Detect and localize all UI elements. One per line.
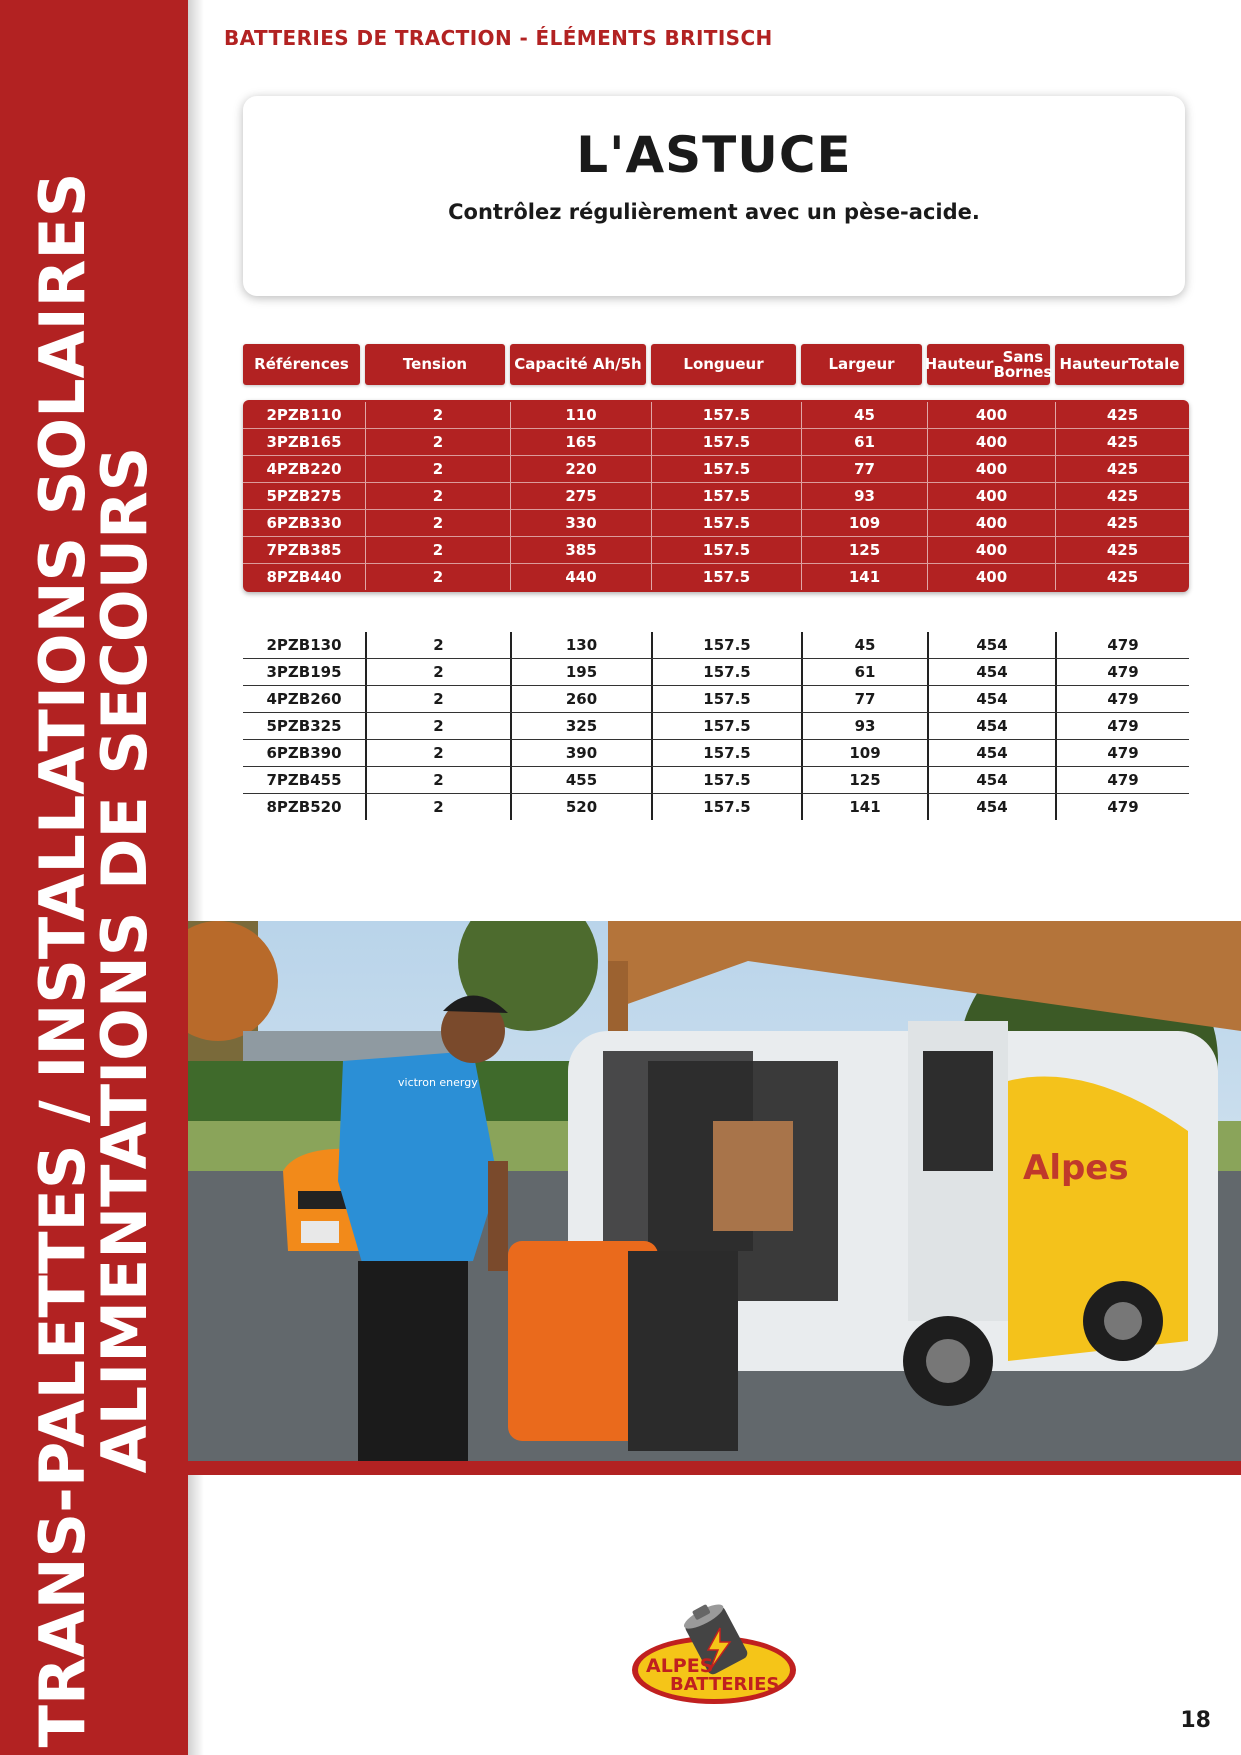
table-cell: 77: [801, 456, 927, 482]
table-cell: 2: [365, 483, 510, 509]
table-row: [243, 712, 1189, 739]
table-cell: 45: [801, 632, 927, 658]
table-cell: 93: [801, 483, 927, 509]
table-cell: 2: [365, 767, 510, 793]
table-row: [243, 402, 1189, 428]
table-cell: 390: [510, 740, 651, 766]
table-cell: 479: [1055, 686, 1189, 712]
table-cell: 4PZB260: [266, 690, 342, 708]
column-header-label: Hauteur: [924, 355, 994, 373]
table-row: [243, 428, 1189, 455]
table-row: [243, 658, 1189, 685]
column-header: [1055, 344, 1184, 385]
table-cell: 4PZB220: [266, 460, 342, 478]
table-cell: 8PZB440: [266, 568, 342, 586]
table-cell: 425: [1055, 456, 1189, 482]
tip-box: [243, 96, 1185, 296]
column-header: [510, 344, 646, 385]
table-cell: 5PZB325: [266, 717, 342, 735]
table-header-row: [243, 344, 1189, 385]
table-cell: 157.5: [651, 429, 801, 455]
table-cell: 2: [365, 713, 510, 739]
column-header: [243, 344, 360, 385]
table-cell: 400: [927, 483, 1055, 509]
table-cell: 479: [1055, 767, 1189, 793]
column-header: [801, 344, 922, 385]
tip-text: Contrôlez régulièrement avec un pèse-acide.: [448, 200, 980, 224]
column-header-label: Largeur: [828, 355, 895, 373]
table-cell: 93: [801, 713, 927, 739]
table-cell: 2: [365, 429, 510, 455]
table-cell: 400: [927, 537, 1055, 563]
table-cell: 157.5: [651, 659, 801, 685]
table-cell: 130: [510, 632, 651, 658]
table-cell: 2: [365, 537, 510, 563]
table-row: [243, 509, 1189, 536]
table-cell: 61: [801, 429, 927, 455]
table-cell: 400: [927, 456, 1055, 482]
table-cell: 479: [1055, 632, 1189, 658]
table-cell: 2: [365, 659, 510, 685]
table-row: [243, 766, 1189, 793]
column-header: [365, 344, 505, 385]
table-cell: 454: [927, 713, 1055, 739]
table-cell: 400: [927, 510, 1055, 536]
table-row: [243, 455, 1189, 482]
table-cell: 157.5: [651, 686, 801, 712]
table-cell: 157.5: [651, 537, 801, 563]
table-cell: 157.5: [651, 483, 801, 509]
table-cell: 5PZB275: [266, 487, 342, 505]
column-header: [651, 344, 796, 385]
table-cell: 440: [510, 564, 651, 590]
tip-title: L'ASTUCE: [576, 126, 852, 184]
logo-text-1: ALPES: [646, 1655, 714, 1677]
table-cell: 479: [1055, 659, 1189, 685]
table-cell: 479: [1055, 740, 1189, 766]
table-cell: 45: [801, 402, 927, 428]
table-cell: 454: [927, 632, 1055, 658]
column-header-label: Références: [254, 355, 349, 373]
table-cell: 454: [927, 686, 1055, 712]
table-cell: 400: [927, 564, 1055, 590]
specs-table-group-2: [243, 632, 1189, 820]
table-cell: 385: [510, 537, 651, 563]
table-cell: 7PZB455: [266, 771, 342, 789]
table-cell: 157.5: [651, 632, 801, 658]
table-cell: 425: [1055, 510, 1189, 536]
sidebar-vertical-title: [9, 172, 179, 1748]
table-cell: 109: [801, 740, 927, 766]
table-cell: 260: [510, 686, 651, 712]
table-cell: 325: [510, 713, 651, 739]
table-cell: 2: [365, 402, 510, 428]
shirt-brand-text: victron energy: [398, 1076, 478, 1089]
table-cell: 425: [1055, 429, 1189, 455]
table-cell: 2: [365, 740, 510, 766]
van-brand-text: Alpes: [1023, 1148, 1129, 1188]
table-cell: 2PZB110: [266, 406, 342, 424]
table-cell: 520: [510, 794, 651, 820]
table-cell: 157.5: [651, 767, 801, 793]
photo-scene: [188, 921, 1241, 1461]
table-cell: 220: [510, 456, 651, 482]
table-row: [243, 563, 1189, 590]
table-cell: 2: [365, 794, 510, 820]
column-header: [924, 344, 1053, 385]
table-cell: 157.5: [651, 402, 801, 428]
table-cell: 3PZB195: [266, 663, 342, 681]
table-cell: 195: [510, 659, 651, 685]
photo-accent-band: [188, 1461, 1241, 1475]
table-cell: 141: [801, 564, 927, 590]
table-cell: 157.5: [651, 564, 801, 590]
column-header-label: Capacité Ah/5h: [514, 355, 642, 373]
table-cell: 2: [365, 564, 510, 590]
table-cell: 2PZB130: [266, 636, 342, 654]
table-row: [243, 632, 1189, 658]
logo-text-2: BATTERIES: [670, 1674, 780, 1695]
table-row: [243, 482, 1189, 509]
table-cell: 479: [1055, 794, 1189, 820]
table-cell: 77: [801, 686, 927, 712]
table-cell: 61: [801, 659, 927, 685]
table-cell: 425: [1055, 537, 1189, 563]
table-cell: 7PZB385: [266, 541, 342, 559]
table-cell: 2: [365, 456, 510, 482]
table-cell: 165: [510, 429, 651, 455]
table-row: [243, 536, 1189, 563]
table-cell: 110: [510, 402, 651, 428]
sidebar-title-line-2: ALIMENTATIONS DE SECOURS: [88, 446, 161, 1474]
column-header-label: Longueur: [683, 355, 764, 373]
table-cell: 6PZB390: [266, 744, 342, 762]
table-cell: 157.5: [651, 713, 801, 739]
table-cell: 2: [365, 632, 510, 658]
table-cell: 400: [927, 429, 1055, 455]
table-cell: 2: [365, 510, 510, 536]
table-cell: 6PZB330: [266, 514, 342, 532]
sidebar-shadow: [188, 0, 204, 1755]
column-header-label-2: Sans Bornes: [993, 347, 1053, 381]
table-cell: 157.5: [651, 456, 801, 482]
table-cell: 109: [801, 510, 927, 536]
table-cell: 157.5: [651, 510, 801, 536]
table-cell: 157.5: [651, 740, 801, 766]
table-cell: 454: [927, 659, 1055, 685]
table-row: [243, 739, 1189, 766]
table-cell: 425: [1055, 402, 1189, 428]
product-photo: [188, 921, 1241, 1461]
table-row: [243, 685, 1189, 712]
table-cell: 455: [510, 767, 651, 793]
table-cell: 3PZB165: [266, 433, 342, 451]
page-number: 18: [1180, 1708, 1211, 1733]
table-cell: 8PZB520: [266, 798, 342, 816]
column-header-label: Hauteur: [1059, 355, 1129, 373]
specs-table-group-1: [243, 400, 1189, 592]
table-row: [243, 793, 1189, 820]
column-header-label: Tension: [402, 355, 468, 373]
table-cell: 479: [1055, 713, 1189, 739]
table-cell: 425: [1055, 483, 1189, 509]
document-header: BATTERIES DE TRACTION - ÉLÉMENTS BRITISCH: [224, 26, 773, 50]
table-cell: 275: [510, 483, 651, 509]
table-cell: 125: [801, 537, 927, 563]
column-header-label-2: Totale: [1128, 355, 1180, 373]
sidebar-title-line-1: TRANS-PALETTES / INSTALLATIONS SOLAIRES: [26, 172, 99, 1748]
table-cell: 141: [801, 794, 927, 820]
table-cell: 330: [510, 510, 651, 536]
alpes-batteries-logo: [628, 1598, 800, 1710]
table-cell: 125: [801, 767, 927, 793]
table-cell: 454: [927, 767, 1055, 793]
table-cell: 2: [365, 686, 510, 712]
table-cell: 400: [927, 402, 1055, 428]
table-cell: 157.5: [651, 794, 801, 820]
table-cell: 454: [927, 740, 1055, 766]
table-cell: 425: [1055, 564, 1189, 590]
table-cell: 454: [927, 794, 1055, 820]
